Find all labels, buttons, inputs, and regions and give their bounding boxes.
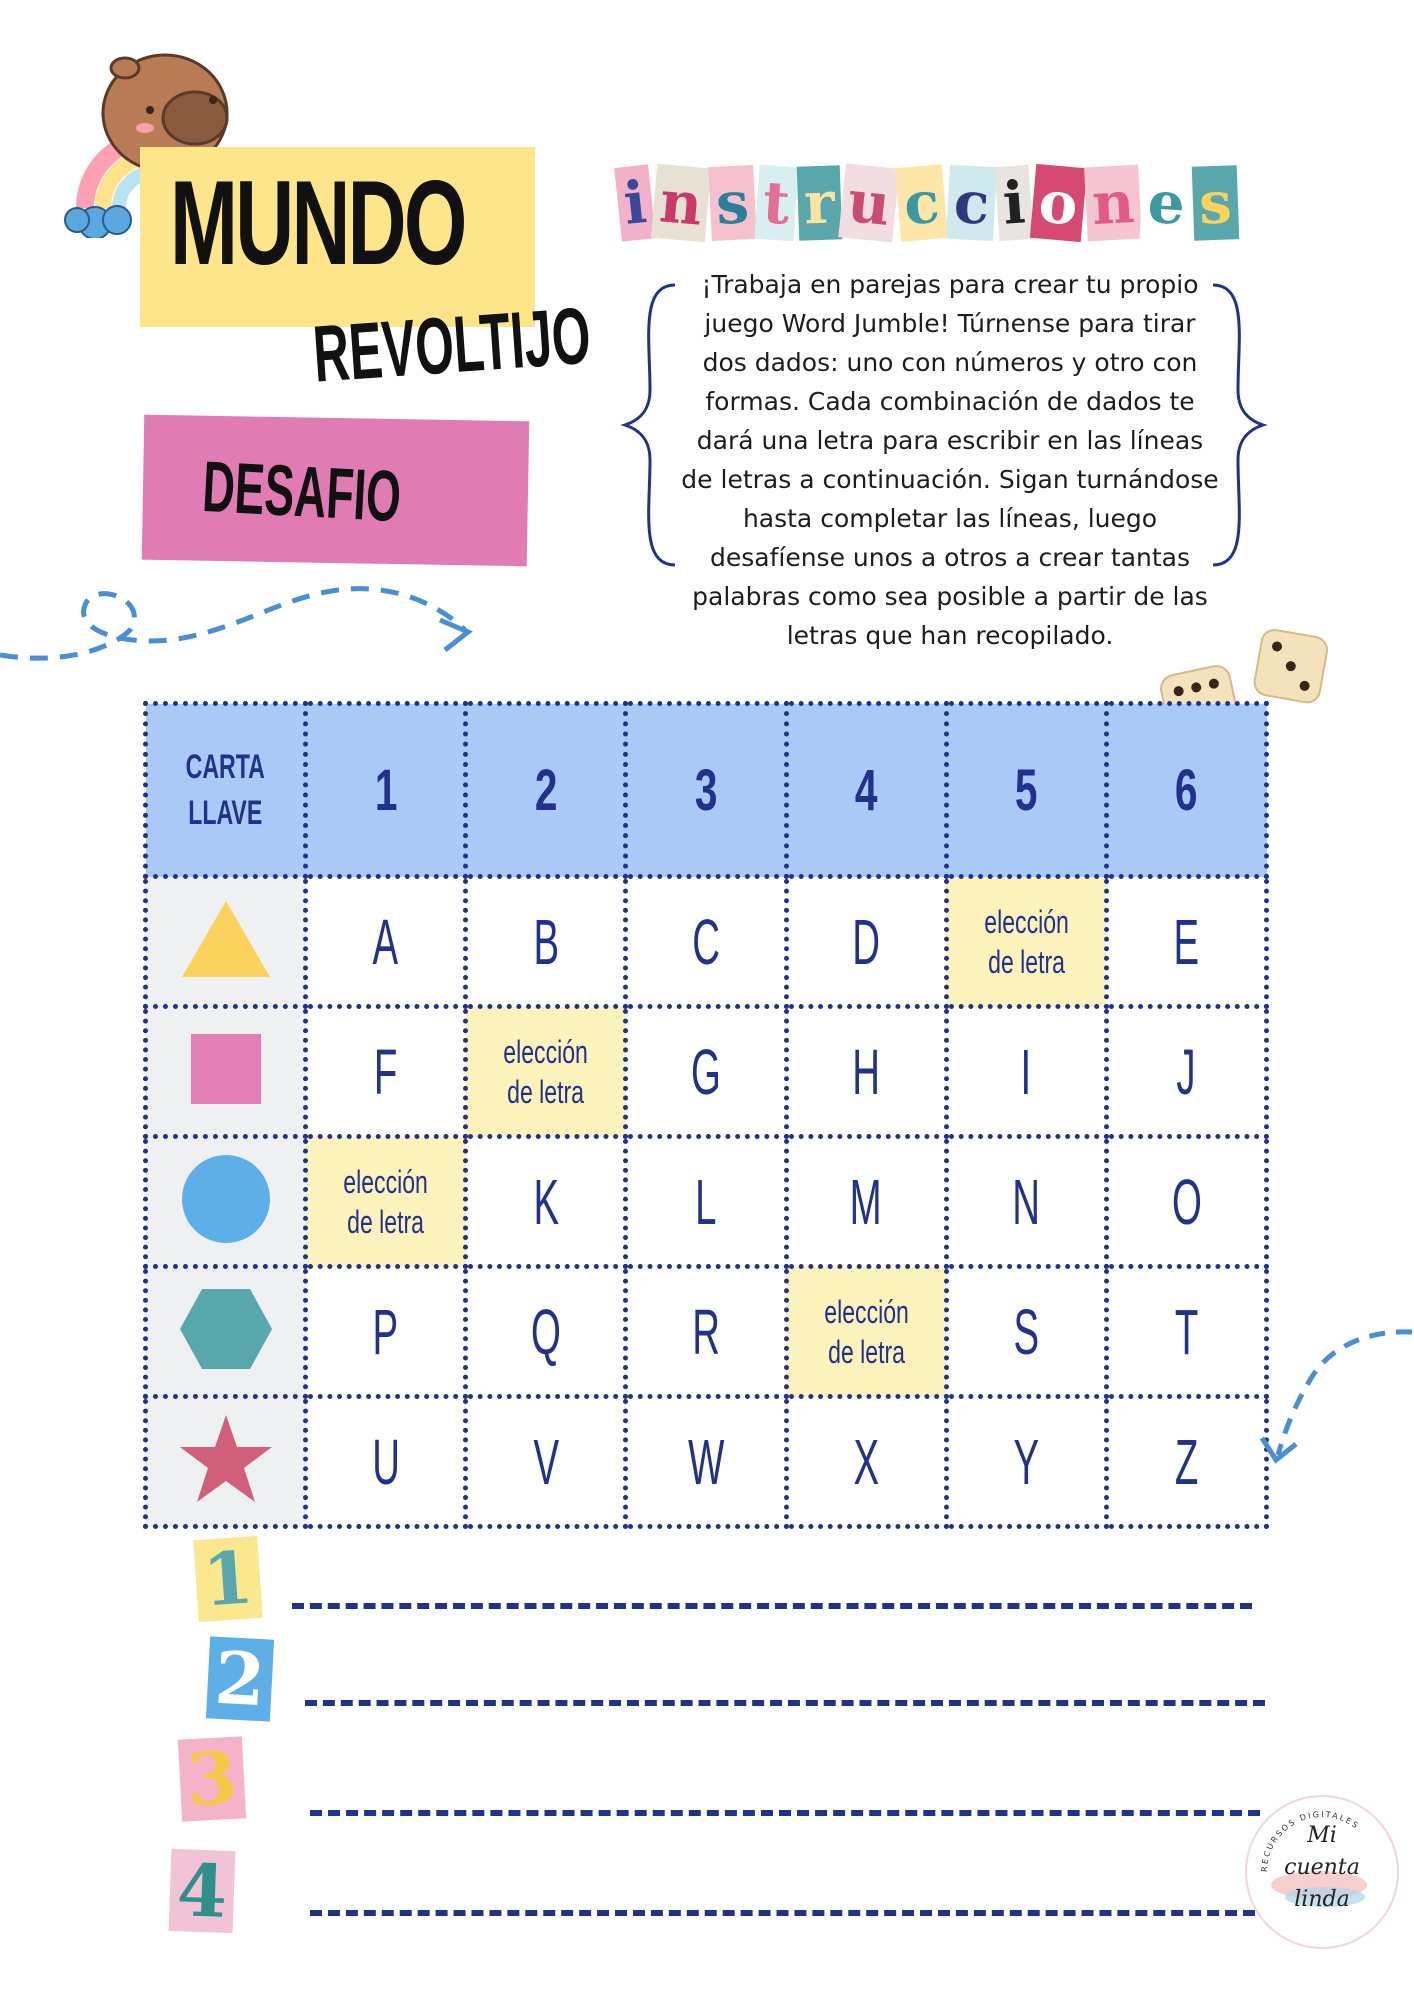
column-number: 6 [1175,757,1198,823]
instructions-letter: i [995,165,1034,241]
shape-cell [146,1137,306,1267]
letter-cell [306,877,466,1007]
shape-cell [146,1267,306,1397]
instructions-letter: n [651,164,711,242]
answer-number-4: 4 [169,1849,236,1933]
letter-value: F [373,1035,398,1108]
title-desafio: DESAFIO [200,446,403,538]
letter-cell [306,1397,466,1527]
table-row [146,1137,1267,1267]
choice-text: elección de letra [503,1033,589,1110]
letter-value: T [1174,1295,1199,1368]
letter-cell [626,1267,786,1397]
letter-cell [626,1397,786,1527]
letter-value: N [1012,1165,1041,1238]
letter-value: M [850,1165,883,1238]
answer-line[interactable] [292,1603,1252,1609]
key-header-line1: CARTA [185,748,266,786]
table-row [146,1267,1267,1397]
table-row [146,1397,1267,1527]
letter-value: L [695,1165,717,1238]
letter-value: D [852,905,880,978]
instructions-letter: t [754,165,798,242]
table-row [146,1007,1267,1137]
letter-cell [946,1007,1106,1137]
instructions-letter: s [1192,165,1239,241]
instructions-letter: s [708,165,756,241]
answer-number-1: 1 [193,1536,263,1622]
letter-value: J [1176,1035,1197,1108]
letter-value: P [372,1295,399,1368]
letter-value: A [372,905,399,978]
triangle-icon [180,899,272,979]
letter-value: K [533,1165,559,1238]
dashed-arrow-icon [1250,1320,1414,1470]
column-header-6 [1106,704,1266,877]
instructions-letter: i [614,164,656,241]
letter-value: H [852,1035,880,1108]
choice-cell [466,1007,626,1137]
letter-cell [466,1267,626,1397]
instructions-letter: c [946,165,997,241]
choice-text: elección de letra [343,1163,428,1240]
title-revoltijo: REVOLTIJO [310,290,594,399]
answer-line[interactable] [305,1700,1265,1706]
letter-cell [1106,1137,1266,1267]
letter-cell [466,1397,626,1527]
shape-cell [146,1007,306,1137]
logo-line-2: cuenta [1284,1855,1360,1880]
title-mundo: MUNDO [170,156,465,290]
instructions-letter: u [839,163,901,242]
letter-value: R [692,1295,720,1368]
column-header-1 [306,704,466,877]
letter-cell [786,1397,946,1527]
letter-value: V [533,1425,559,1498]
answer-line[interactable] [310,1910,1255,1916]
letter-value: Y [1013,1425,1040,1498]
letter-value: Q [530,1295,561,1368]
letter-cell [466,877,626,1007]
hexagon-icon [179,1288,273,1370]
brand-logo [1245,1795,1399,1949]
logo-arc-label: RECURSOS DIGITALES [1259,1809,1362,1873]
circle-icon [181,1154,271,1244]
letter-cell [306,1267,466,1397]
instructions-letter: o [1030,164,1087,242]
letter-cell [306,1007,466,1137]
left-brace-icon [620,280,680,570]
letter-cell [786,1007,946,1137]
letter-cell [1106,1397,1266,1527]
shape-cell [146,1397,306,1527]
table-header-row [146,704,1267,877]
letter-value: I [1020,1035,1032,1108]
letter-value: U [371,1425,400,1498]
choice-cell [786,1267,946,1397]
instructions-letter: r [796,165,841,240]
letter-value: S [1013,1295,1040,1368]
column-header-3 [626,704,786,877]
column-header-4 [786,704,946,877]
letter-value: G [691,1035,721,1108]
letter-cell [626,1007,786,1137]
choice-text: elección de letra [823,1293,909,1370]
column-number: 2 [534,757,558,823]
letter-cell [466,1137,626,1267]
letter-cell [786,877,946,1007]
choice-cell [946,877,1106,1007]
instructions-heading [618,140,1240,240]
answer-number-3: 3 [178,1736,246,1821]
star-icon [178,1413,274,1505]
answer-line[interactable] [310,1810,1260,1816]
choice-cell [306,1137,466,1267]
key-table [143,701,1269,1529]
letter-value: B [533,905,559,978]
letter-cell [1106,1007,1266,1137]
square-icon [190,1033,262,1105]
column-number: 4 [854,757,878,823]
letter-cell [786,1137,946,1267]
logo-line-3: linda [1294,1887,1350,1912]
key-header-cell [146,704,306,877]
key-header-line2: LLAVE [188,794,263,832]
logo-line-1: Mi [1307,1823,1337,1848]
letter-cell [1106,877,1266,1007]
column-number: 3 [694,757,718,823]
answer-number-2: 2 [206,1636,274,1721]
letter-cell [946,1267,1106,1397]
instructions-letter: n [1084,165,1142,242]
letter-cell [626,877,786,1007]
column-header-2 [466,704,626,877]
choice-text: elección de letra [984,903,1069,980]
dashed-arrow-icon [0,570,480,680]
letter-cell [946,1137,1106,1267]
letter-cell [946,1397,1106,1527]
letter-value: Z [1174,1425,1199,1498]
letter-value: O [1171,1165,1202,1238]
column-number: 1 [374,757,398,823]
letter-value: E [1173,905,1200,978]
instructions-text: ¡Trabaja en parejas para crear tu propio juego Word Jumble! Túrnense para tirar dos dados: uno con números y otro con formas. Cada combinación de dados te dará una letra para escribir en las líneas de letras a continuación. Sigan turnándose hasta completar las líneas, luego desafíense unos a otros a crear tantas palabras como sea posible a partir de las letras que han recopilado. [681,270,1219,650]
letter-value: W [687,1425,725,1498]
letter-value: C [692,905,720,978]
column-number: 5 [1014,757,1038,823]
instructions-letter: e [1139,164,1193,241]
letter-cell [626,1137,786,1267]
letter-cell [1106,1267,1266,1397]
instructions-letter: c [895,164,949,242]
letter-value: X [853,1425,879,1498]
shape-cell [146,877,306,1007]
column-header-5 [946,704,1106,877]
table-row [146,877,1267,1007]
